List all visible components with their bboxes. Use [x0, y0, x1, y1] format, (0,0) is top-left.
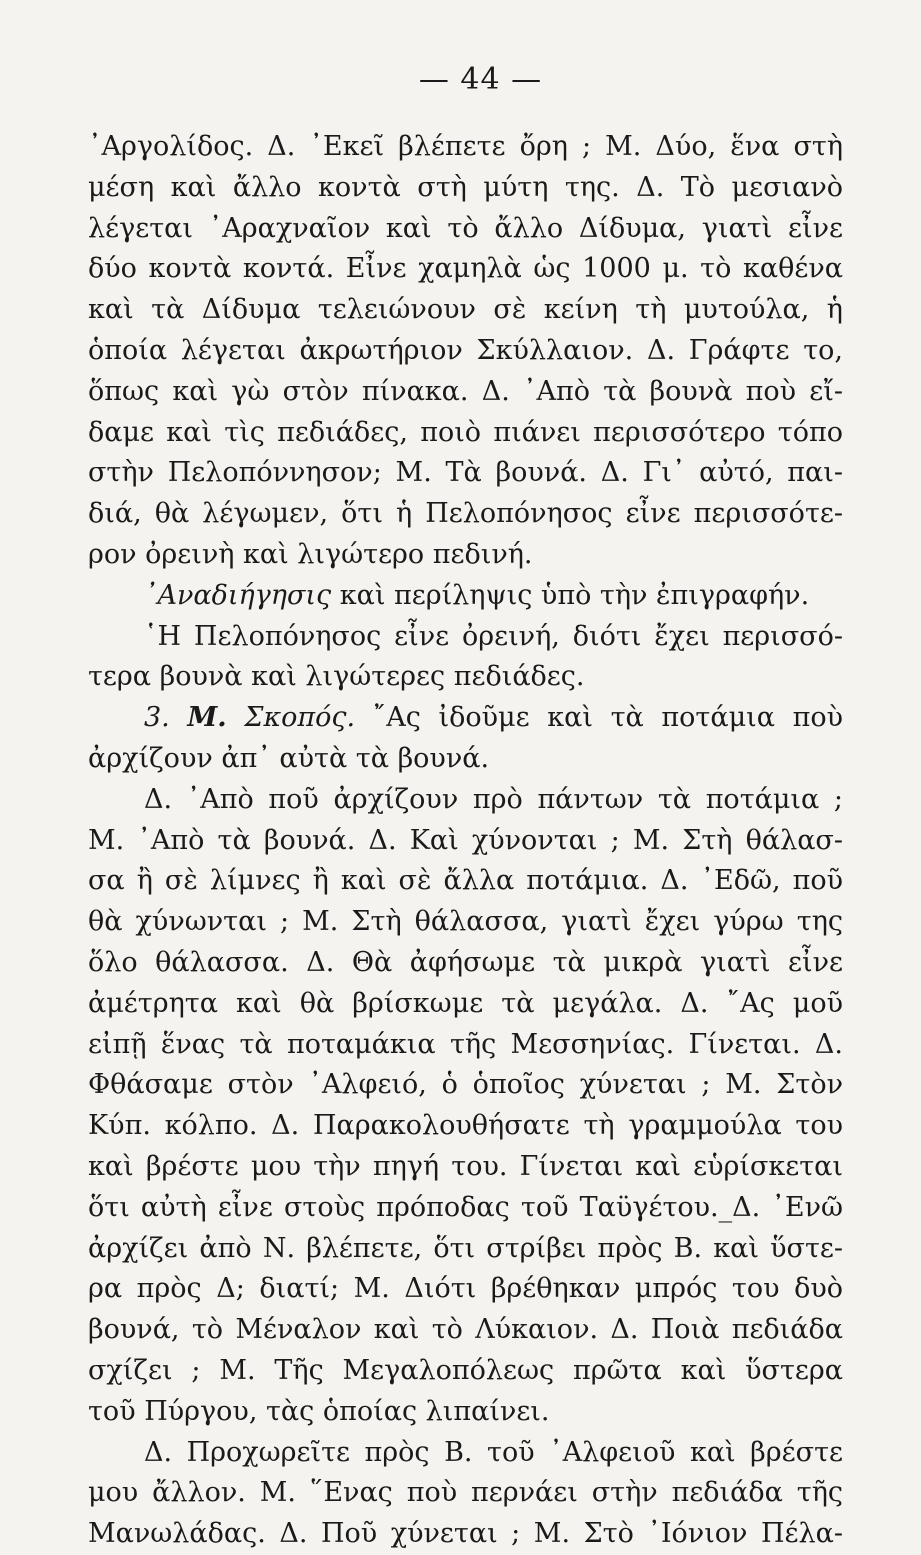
text-line: ρον ὀρεινὴ καὶ λιγώτερο πεδινή. — [88, 538, 533, 570]
paragraph-intro — [88, 127, 843, 576]
text-line: εἰπῇ ἕνας τὰ ποταμάκια τῆς Μεσσηνίας. Γίνεται. Δ. — [88, 1028, 843, 1060]
summary-paragraph — [88, 617, 843, 699]
text-line: μου ἄλλον. Μ. ῞Ενας ποὺ περνάει στὴν πεδιάδα τῆς — [88, 1477, 843, 1509]
summary-heading-paragraph — [88, 576, 843, 617]
text-line: Δ. ᾿Απὸ ποῦ ἀρχίζουν πρὸ πάντων τὰ ποτάμια ; — [144, 783, 843, 815]
final-paragraph — [88, 1433, 843, 1555]
summary-heading-line — [88, 576, 843, 617]
text-line: μέση καὶ ἄλλο κοντὰ στὴ μύτη της. Δ. Τὸ μεσιανὸ — [88, 171, 843, 203]
text-line: ᾿Αργολίδος. Δ. ᾿Εκεῖ βλέπετε ὄρη ; Μ. Δύο, ἕνα στὴ — [88, 131, 843, 162]
text-line: σα ἢ σὲ λίμνες ἢ καὶ σὲ ἄλλα ποτάμια. Δ. ᾿Εδῶ, ποῦ — [88, 865, 843, 897]
text-line: δύο κοντὰ κοντά. Εἶνε χαμηλὰ ὡς 1000 μ. τὸ καθένα — [88, 253, 843, 285]
section-skopos: Σκοπός. — [244, 702, 356, 734]
text-line: βουνά, τὸ Μέναλον καὶ τὸ Λύκαιον. Δ. Ποιὰ πεδιάδα — [88, 1314, 843, 1346]
section-m-label: Μ. — [187, 702, 227, 734]
text-line: Κύπ. κόλπο. Δ. Παρακολουθήσατε τὴ γραμμούλα του — [88, 1110, 843, 1142]
text-line: ἀρχίζουν ἀπ᾿ αὐτὰ τὰ βουνά. — [88, 742, 490, 774]
text-line: ὁποία λέγεται ἀκρωτήριον Σκύλλαιον. Δ. Γράφτε το, — [88, 334, 843, 366]
text-line: διά, θὰ λέγωμεν, ὅτι ἡ Πελοπόνησος εἶνε περισσότε- — [88, 498, 843, 530]
text-line: λέγεται ᾿Αραχναῖον καὶ τὸ ἄλλο Δίδυμα, γιατὶ εἶνε — [88, 212, 843, 244]
text-line: ρα πρὸς Δ; διατί; Μ. Διότι βρέθηκαν μπρός του δυὸ — [88, 1273, 843, 1305]
text-line: τερα βουνὰ καὶ λιγώτερες πεδιάδες. — [88, 661, 585, 693]
text-line: Μ. ᾿Απὸ τὰ βουνά. Δ. Καὶ χύνονται ; Μ. Στὴ θάλασ- — [88, 824, 843, 856]
text-line: θὰ χύνωνται ; Μ. Στὴ θάλασσα, γιατὶ ἔχει γύρω της — [88, 906, 843, 938]
text-line: τοῦ Πύργου, τὰς ὁποίας λιπαίνει. — [88, 1395, 550, 1427]
text-line: ὅπως καὶ γὼ στὸν πίνακα. Δ. ᾿Απὸ τὰ βουνὰ ποὺ εἴ- — [88, 375, 843, 407]
summary-heading-rest: καὶ περίληψις ὑπὸ τὴν ἐπιγραφήν. — [331, 579, 810, 611]
section-number: 3. — [144, 702, 170, 734]
section-3-paragraph — [88, 698, 843, 780]
text-line: ὅλο θάλασσα. Δ. Θὰ ἀφήσωμε τὰ μικρὰ γιατὶ εἶνε — [88, 946, 843, 978]
text-line: στὴν Πελοπόννησον; Μ. Τὰ βουνά. Δ. Γι᾿ αὐτό, παι- — [88, 457, 843, 489]
text-line: Μανωλάδας. Δ. Ποῦ χύνεται ; Μ. Στὸ ᾿Ιόνιον Πέλα- — [88, 1518, 843, 1550]
text-line: ὅτι αὐτὴ εἶνε στοὺς πρόποδας τοῦ Ταϋγέτου._Δ. ᾿Ενῶ — [88, 1191, 843, 1223]
section-heading-rest: ῎Ας ἰδοῦμε καὶ τὰ ποτάμια ποὺ — [355, 702, 843, 734]
text-line: καὶ τὰ Δίδυμα τελειώνουν σὲ κείνη τὴ μυτούλα, ἡ — [88, 294, 843, 326]
text-line: ἀμέτρητα καὶ θὰ βρίσκωμε τὰ μεγάλα. Δ. ῎Ας μοῦ — [88, 987, 843, 1019]
body-text — [88, 127, 843, 1555]
text-line: ῾Η Πελοπόνησος εἶνε ὀρεινή, διότι ἔχει περισσό- — [144, 620, 843, 652]
page-number: — 44 — — [418, 62, 543, 97]
section-3-heading-line — [88, 698, 843, 739]
dialogue-paragraph — [88, 780, 843, 1433]
text-line: σχίζει ; Μ. Τῆς Μεγαλοπόλεως πρῶτα καὶ ὕστερα — [88, 1354, 843, 1386]
text-line: δαμε καὶ τὶς πεδιάδες, ποιὸ πιάνει περισσότερο τόπο — [88, 416, 843, 448]
text-line: Δ. Προχωρεῖτε πρὸς Β. τοῦ ᾿Αλφειοῦ καὶ βρέστε — [144, 1436, 843, 1468]
summary-heading: ᾿Αναδιήγησις — [144, 579, 332, 611]
text-line: ἀρχίζει ἀπὸ Ν. βλέπετε, ὅτι στρίβει πρὸς Β. καὶ ὕστε- — [88, 1232, 843, 1264]
text-line: καὶ βρέστε μου τὴν πηγή του. Γίνεται καὶ εὑρίσκεται — [88, 1150, 843, 1182]
text-line: Φθάσαμε στὸν ᾿Αλφειό, ὁ ὁποῖος χύνεται ; Μ. Στὸν — [88, 1069, 843, 1101]
